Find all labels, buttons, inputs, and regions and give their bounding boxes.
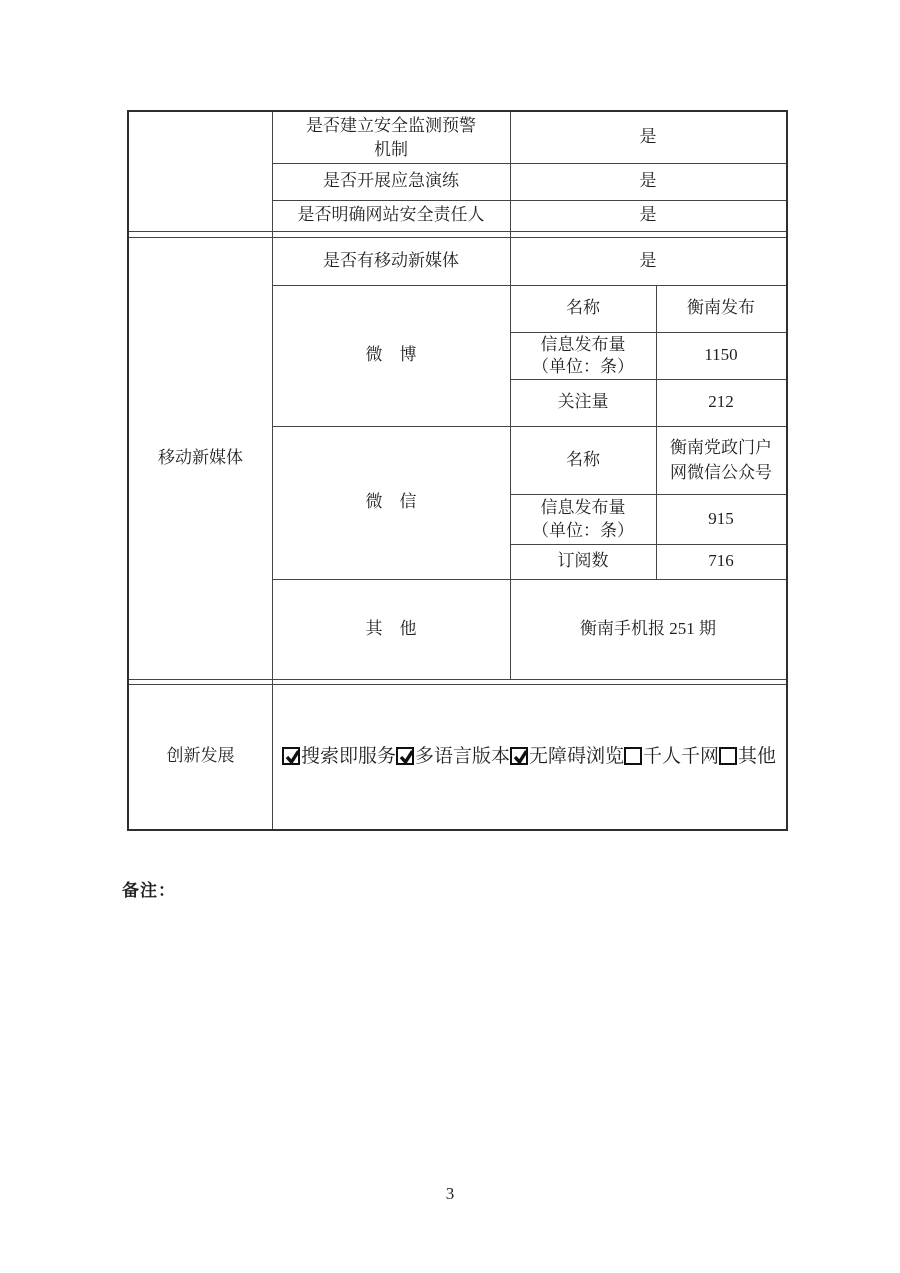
security-monitor-label	[272, 112, 510, 163]
checked-checkbox-icon	[396, 747, 414, 765]
innovation-option-label: 搜索即服务	[300, 745, 396, 767]
innovation-option-1	[396, 743, 510, 771]
emergency-drill-value: 是	[639, 171, 657, 191]
weixin-posts-label-line2: （单位：条）	[532, 521, 634, 540]
weixin-posts-value: 915	[708, 508, 734, 528]
innovation-options	[272, 684, 786, 829]
has-mobile-media-label: 是否有移动新媒体	[323, 250, 459, 270]
innovation-option-label: 多语言版本	[414, 745, 510, 767]
security-officer-value: 是	[639, 205, 657, 225]
security-monitor-value: 是	[639, 127, 657, 147]
note-label: 备注：	[122, 881, 176, 900]
weibo-name-label: 名称	[566, 298, 600, 318]
weixin-name-value	[656, 426, 786, 494]
weixin-label: 微 信	[365, 492, 417, 512]
innovation-option-3	[624, 743, 719, 771]
checked-checkbox-icon	[282, 747, 300, 765]
grid-line-section2-bottom	[129, 679, 786, 680]
unchecked-checkbox-icon	[719, 747, 737, 765]
security-monitor-label-line2: 机制	[374, 139, 408, 159]
innovation-option-2	[510, 743, 624, 771]
other-media-value: 衡南手机报 251 期	[580, 618, 716, 638]
weibo-posts-label-line1: 信息发布量	[540, 334, 626, 354]
weixin-posts-label	[510, 494, 656, 544]
emergency-drill-label: 是否开展应急演练	[323, 171, 459, 191]
weibo-name-value: 衡南发布	[687, 298, 755, 318]
weibo-posts-label	[510, 332, 656, 379]
has-mobile-media-value: 是	[639, 250, 657, 270]
weibo-followers-label: 关注量	[557, 392, 609, 412]
innovation-option-4	[719, 743, 776, 771]
innovation-option-label: 其他	[738, 745, 777, 767]
innovation-option-label: 无障碍浏览	[528, 745, 624, 767]
security-monitor-label-line1: 是否建立安全监测预警	[306, 115, 476, 135]
innovation-option-0	[282, 743, 396, 771]
weibo-followers-value: 212	[708, 392, 734, 412]
weixin-subs-label: 订阅数	[557, 551, 609, 571]
security-officer-label: 是否明确网站安全责任人	[297, 205, 485, 225]
unchecked-checkbox-icon	[624, 747, 642, 765]
checked-checkbox-icon	[510, 747, 528, 765]
report-table	[127, 110, 788, 831]
innovation-category: 创新发展	[166, 746, 235, 766]
weibo-posts-label-line2: （单位：条）	[532, 356, 634, 376]
innovation-option-label: 千人千网	[643, 745, 720, 767]
weixin-subs-value: 716	[708, 551, 734, 571]
weibo-label: 微 博	[365, 345, 417, 365]
other-media-label: 其 他	[365, 618, 417, 638]
weixin-name-label: 名称	[566, 449, 600, 469]
weixin-name-text: 衡南党政门户网微信公众号	[670, 438, 772, 482]
page-number: 3	[445, 1184, 455, 1203]
weibo-posts-value: 1150	[704, 345, 738, 365]
weixin-posts-label-line1: 信息发布量	[540, 498, 626, 517]
grid-line-section1-bottom	[129, 231, 786, 232]
mobile-media-category: 移动新媒体	[158, 447, 243, 467]
